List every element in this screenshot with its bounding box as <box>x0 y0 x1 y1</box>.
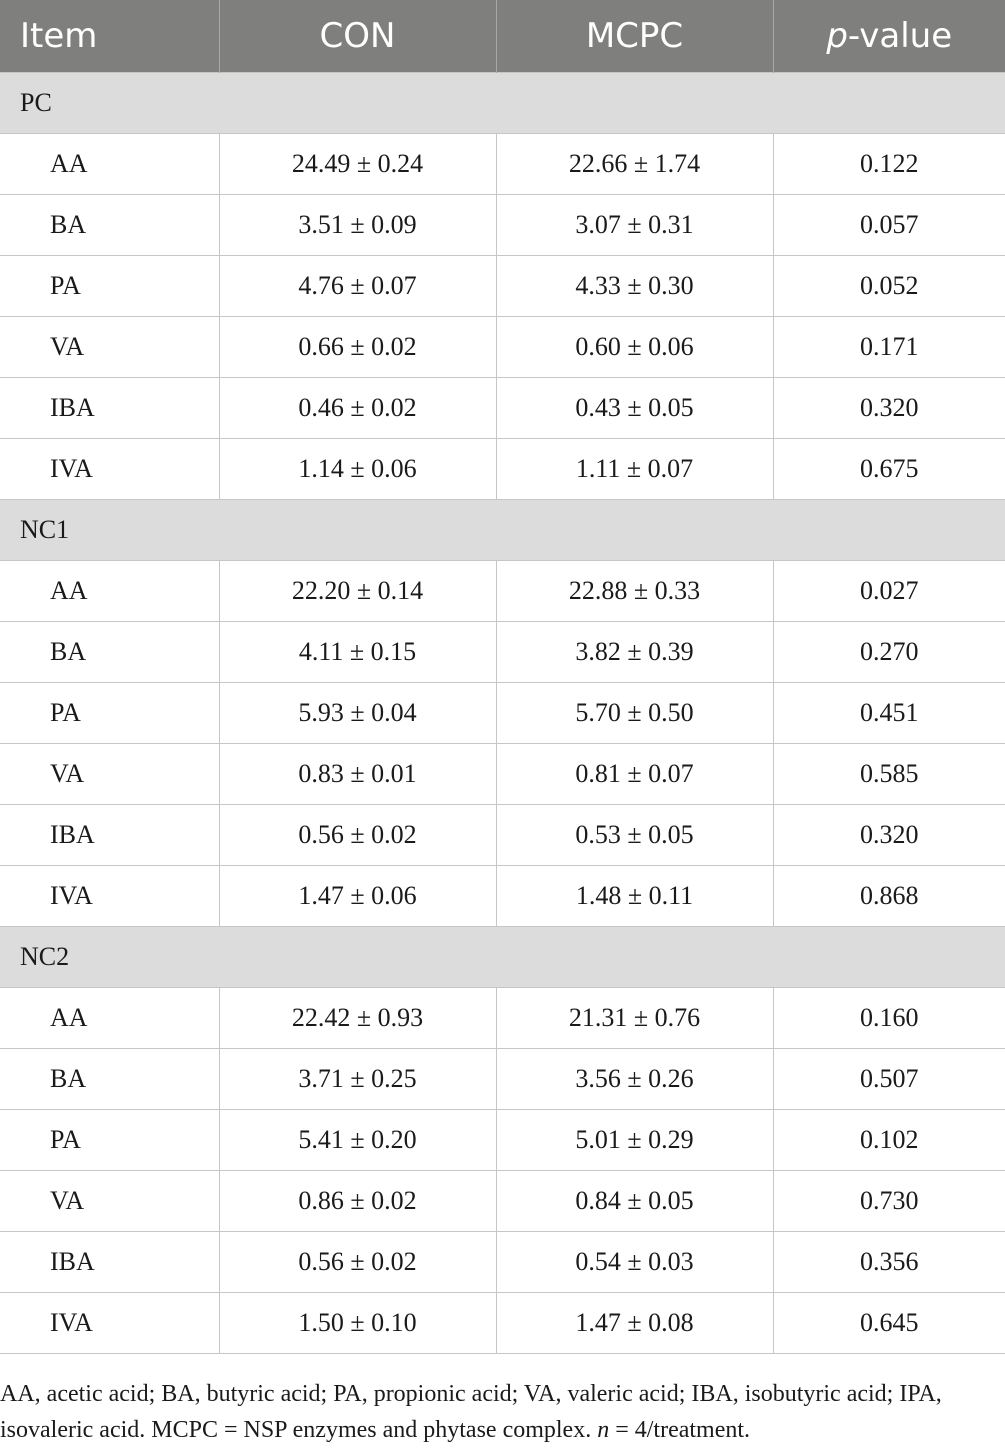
con-cell: 3.71 ± 0.25 <box>219 1049 496 1110</box>
table-row <box>0 195 1005 256</box>
item-cell: IVA <box>0 1293 219 1354</box>
table-row <box>0 1171 1005 1232</box>
group-row <box>0 500 1005 561</box>
p-value-cell: 0.160 <box>773 988 1005 1049</box>
p-value-cell: 0.320 <box>773 378 1005 439</box>
con-cell: 22.42 ± 0.93 <box>219 988 496 1049</box>
con-cell: 22.20 ± 0.14 <box>219 561 496 622</box>
item-cell: BA <box>0 622 219 683</box>
con-cell: 4.76 ± 0.07 <box>219 256 496 317</box>
con-cell: 24.49 ± 0.24 <box>219 134 496 195</box>
p-value-cell: 0.102 <box>773 1110 1005 1171</box>
p-value-cell: 0.270 <box>773 622 1005 683</box>
header-mcpc: MCPC <box>496 0 773 73</box>
header-p-rest: -value <box>847 16 953 56</box>
mcpc-cell: 1.11 ± 0.07 <box>496 439 773 500</box>
item-cell: PA <box>0 683 219 744</box>
table-row <box>0 1049 1005 1110</box>
con-cell: 1.50 ± 0.10 <box>219 1293 496 1354</box>
mcpc-cell: 1.48 ± 0.11 <box>496 866 773 927</box>
item-cell: VA <box>0 744 219 805</box>
p-value-cell: 0.585 <box>773 744 1005 805</box>
p-value-cell: 0.451 <box>773 683 1005 744</box>
p-value-cell: 0.730 <box>773 1171 1005 1232</box>
con-cell: 1.47 ± 0.06 <box>219 866 496 927</box>
con-cell: 0.86 ± 0.02 <box>219 1171 496 1232</box>
item-cell: VA <box>0 1171 219 1232</box>
con-cell: 5.41 ± 0.20 <box>219 1110 496 1171</box>
header-p-italic: p <box>826 16 848 56</box>
p-value-cell: 0.868 <box>773 866 1005 927</box>
mcpc-cell: 22.88 ± 0.33 <box>496 561 773 622</box>
con-cell: 1.14 ± 0.06 <box>219 439 496 500</box>
con-cell: 0.56 ± 0.02 <box>219 1232 496 1293</box>
item-cell: VA <box>0 317 219 378</box>
item-cell: AA <box>0 134 219 195</box>
item-cell: AA <box>0 561 219 622</box>
group-row <box>0 927 1005 988</box>
table-row <box>0 805 1005 866</box>
con-cell: 0.83 ± 0.01 <box>219 744 496 805</box>
group-row <box>0 73 1005 134</box>
con-cell: 0.56 ± 0.02 <box>219 805 496 866</box>
table-row <box>0 1110 1005 1171</box>
table-row <box>0 1232 1005 1293</box>
header-p-value <box>773 0 1005 73</box>
item-cell: IVA <box>0 866 219 927</box>
p-value-cell: 0.356 <box>773 1232 1005 1293</box>
item-cell: IBA <box>0 378 219 439</box>
p-value-cell: 0.052 <box>773 256 1005 317</box>
group-label: PC <box>0 73 1005 134</box>
table-row <box>0 439 1005 500</box>
mcpc-cell: 0.53 ± 0.05 <box>496 805 773 866</box>
item-cell: IBA <box>0 1232 219 1293</box>
table-row <box>0 317 1005 378</box>
item-cell: AA <box>0 988 219 1049</box>
table-row <box>0 744 1005 805</box>
table-footnote <box>0 1376 1005 1448</box>
table-body <box>0 73 1005 1354</box>
mcpc-cell: 22.66 ± 1.74 <box>496 134 773 195</box>
item-cell: BA <box>0 1049 219 1110</box>
mcpc-cell: 3.07 ± 0.31 <box>496 195 773 256</box>
table-header <box>0 0 1005 73</box>
table-row <box>0 622 1005 683</box>
table-row <box>0 988 1005 1049</box>
p-value-cell: 0.057 <box>773 195 1005 256</box>
mcpc-cell: 5.01 ± 0.29 <box>496 1110 773 1171</box>
p-value-cell: 0.675 <box>773 439 1005 500</box>
mcpc-cell: 0.84 ± 0.05 <box>496 1171 773 1232</box>
item-cell: IBA <box>0 805 219 866</box>
mcpc-cell: 0.60 ± 0.06 <box>496 317 773 378</box>
p-value-cell: 0.507 <box>773 1049 1005 1110</box>
footnote-n-rest: = 4/treatment. <box>609 1417 751 1443</box>
group-label: NC1 <box>0 500 1005 561</box>
group-label: NC2 <box>0 927 1005 988</box>
con-cell: 3.51 ± 0.09 <box>219 195 496 256</box>
mcpc-cell: 0.43 ± 0.05 <box>496 378 773 439</box>
footnote-n-italic: n <box>597 1417 610 1443</box>
p-value-cell: 0.645 <box>773 1293 1005 1354</box>
p-value-cell: 0.171 <box>773 317 1005 378</box>
p-value-cell: 0.320 <box>773 805 1005 866</box>
table-row <box>0 683 1005 744</box>
header-item: Item <box>0 0 219 73</box>
mcpc-cell: 21.31 ± 0.76 <box>496 988 773 1049</box>
con-cell: 4.11 ± 0.15 <box>219 622 496 683</box>
mcpc-cell: 4.33 ± 0.30 <box>496 256 773 317</box>
p-value-cell: 0.122 <box>773 134 1005 195</box>
mcpc-cell: 0.54 ± 0.03 <box>496 1232 773 1293</box>
table-row <box>0 866 1005 927</box>
header-row <box>0 0 1005 73</box>
table-row <box>0 561 1005 622</box>
item-cell: PA <box>0 256 219 317</box>
item-cell: PA <box>0 1110 219 1171</box>
mcpc-cell: 5.70 ± 0.50 <box>496 683 773 744</box>
table-row <box>0 1293 1005 1354</box>
table-row <box>0 378 1005 439</box>
con-cell: 0.46 ± 0.02 <box>219 378 496 439</box>
con-cell: 5.93 ± 0.04 <box>219 683 496 744</box>
item-cell: BA <box>0 195 219 256</box>
con-cell: 0.66 ± 0.02 <box>219 317 496 378</box>
table-row <box>0 256 1005 317</box>
mcpc-cell: 3.56 ± 0.26 <box>496 1049 773 1110</box>
footnote-abbreviations: AA, acetic acid; BA, butyric acid; PA, propionic acid; VA, valeric acid; IBA, isobutyric acid; IPA, isovaleric acid. MCPC = NSP enzymes and phytase complex. <box>0 1381 942 1443</box>
item-cell: IVA <box>0 439 219 500</box>
header-con: CON <box>219 0 496 73</box>
mcpc-cell: 1.47 ± 0.08 <box>496 1293 773 1354</box>
mcpc-cell: 0.81 ± 0.07 <box>496 744 773 805</box>
table-row <box>0 134 1005 195</box>
p-value-cell: 0.027 <box>773 561 1005 622</box>
mcpc-cell: 3.82 ± 0.39 <box>496 622 773 683</box>
